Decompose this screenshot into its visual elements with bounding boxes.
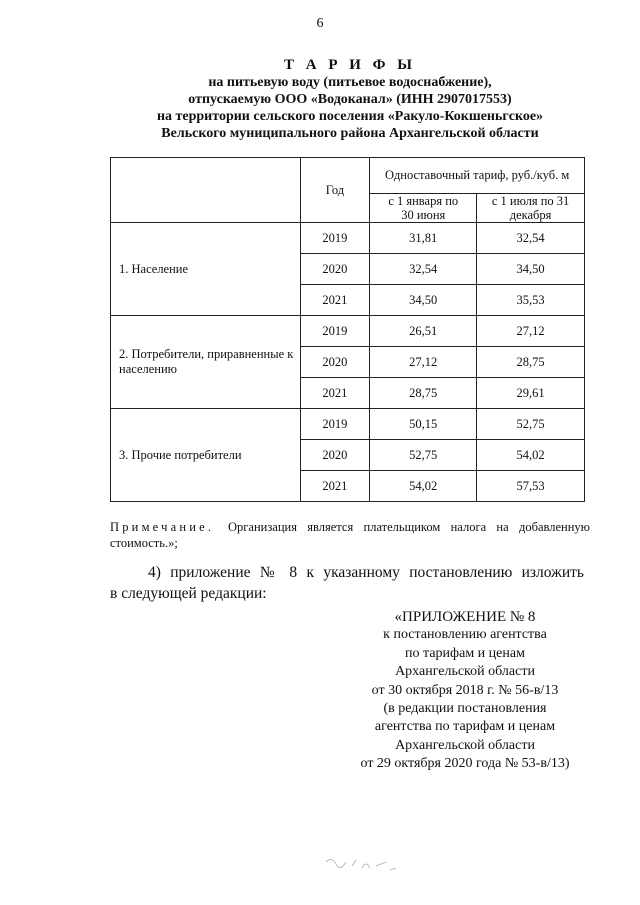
tariff-cell: 29,61	[477, 378, 585, 409]
table-row	[111, 316, 585, 347]
appendix-line: Архангельской области	[395, 664, 535, 680]
scan-mark-scribble	[322, 848, 402, 872]
tariff-cell: 54,02	[477, 440, 585, 471]
tariff-table	[110, 157, 585, 502]
appendix-line: агентства по тарифам и ценам	[374, 719, 556, 735]
tariff-cell: 34,50	[477, 254, 585, 285]
year-cell: 2020	[300, 440, 370, 471]
tariff-cell: 27,12	[370, 347, 477, 378]
title-line: отпускаемую ООО «Водоканал» (ИНН 2907017553)	[188, 92, 512, 107]
tariff-cell: 31,81	[370, 223, 477, 254]
year-cell: 2020	[300, 254, 370, 285]
appendix-line: по тарифам и ценам	[405, 645, 525, 661]
year-cell: 2021	[300, 378, 370, 409]
year-cell: 2019	[300, 223, 370, 254]
year-cell: 2019	[300, 409, 370, 440]
appendix-line: Архангельской области	[395, 737, 535, 753]
tariff-cell: 54,02	[370, 471, 477, 502]
header-period-2: с 1 июля по 31 декабря	[477, 194, 585, 223]
table-row	[111, 409, 585, 440]
note-text: Организация является плательщиком налога на добавленную стоимость.»;	[110, 520, 590, 550]
table-note	[110, 519, 590, 551]
appendix-line: от 30 октября 2018 г. № 56-в/13	[371, 682, 559, 698]
appendix-line: к постановлению агентства	[383, 627, 547, 643]
tariff-cell: 32,54	[370, 254, 477, 285]
year-cell: 2021	[300, 471, 370, 502]
title-line: на территории сельского поселения «Ракуло-Кокшеньгское»	[156, 109, 544, 124]
tariff-cell: 27,12	[477, 316, 585, 347]
year-cell: 2020	[300, 347, 370, 378]
header-tariff: Одноставочный тариф, руб./куб. м	[370, 158, 585, 194]
tariff-cell: 50,15	[370, 409, 477, 440]
tariff-cell: 35,53	[477, 285, 585, 316]
year-cell: 2021	[300, 285, 370, 316]
tariff-cell: 52,75	[370, 440, 477, 471]
title-line: Вельского муниципального района Архангельской области	[161, 126, 539, 141]
year-cell: 2019	[300, 316, 370, 347]
title-line: на питьевую воду (питьевое водоснабжение),	[208, 75, 492, 90]
category-label: 3. Прочие потребители	[111, 409, 301, 502]
category-label: 1. Население	[111, 223, 301, 316]
appendix-heading: «ПРИЛОЖЕНИЕ № 8	[394, 609, 536, 625]
tariff-cell: 32,54	[477, 223, 585, 254]
header-empty-cell	[111, 158, 301, 223]
category-label: 2. Потребители, приравненные к населению	[111, 316, 301, 409]
table-header-row	[111, 158, 585, 194]
tariff-cell: 57,53	[477, 471, 585, 502]
paragraph-line: 4) приложение № 8 к указанному постановлению изложить	[148, 564, 584, 581]
tariff-cell: 34,50	[370, 285, 477, 316]
table-row	[111, 223, 585, 254]
appendix-header	[330, 608, 600, 774]
title-main: Т А Р И Ф Ы	[283, 57, 417, 73]
tariff-cell: 52,75	[477, 409, 585, 440]
header-year: Год	[300, 158, 370, 223]
tariff-cell: 28,75	[370, 378, 477, 409]
amendment-paragraph	[110, 562, 584, 604]
document-title	[60, 56, 640, 142]
page-number: 6	[316, 16, 324, 31]
appendix-line: (в редакции постановления	[383, 701, 547, 717]
paragraph-line: в следующей редакции:	[110, 585, 267, 602]
note-label: Примечание.	[110, 520, 215, 534]
header-period-1: с 1 января по 30 июня	[370, 194, 477, 223]
tariff-cell: 28,75	[477, 347, 585, 378]
tariff-cell: 26,51	[370, 316, 477, 347]
appendix-line: от 29 октября 2020 года № 53-в/13)	[360, 756, 570, 772]
